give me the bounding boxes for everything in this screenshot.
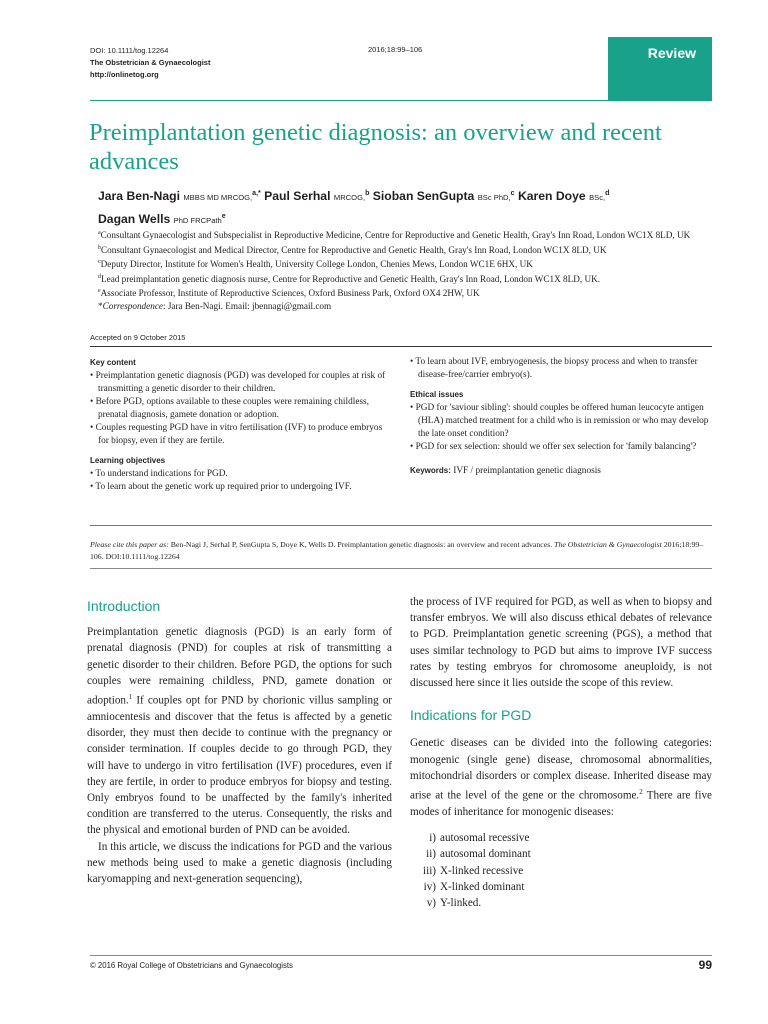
left-column (87, 598, 392, 887)
author-list (98, 184, 718, 230)
accepted-date: Accepted on 9 October 2015 (90, 333, 186, 342)
list-item: v) Y-linked. (426, 896, 482, 909)
key-content-heading: Key content (90, 358, 136, 367)
list-item: • Before PGD, options available to these couples were remaining childless, prenatal diagnosis, gamete donation or adoption. (90, 396, 390, 422)
doi: DOI: 10.1111/tog.12264 (90, 46, 169, 55)
author: Jara Ben-Nagi MBBS MD MRCOG,$^{a,*}$ (98, 189, 261, 204)
affiliation: $^b$Consultant Gynaecologist and Medical Director, Centre for Reproductive and Genetic Health, Gray's Inn Road, London WC1X 8LD, UK (98, 244, 607, 255)
keywords: Keywords: IVF / preimplantation genetic diagnosis (410, 466, 601, 476)
paragraph: Preimplantation genetic diagnosis (PGD) is an early form of prenatal diagnosis (PND) for couples at risk of transmitting a genetic disorder to their children. Before PGD, the options for such couples were remaining childless, PND, gamete donation or adoption.$^1$ If couples opt for PND by chorionic villus sampling or amniocentesis and discover that the fetus is affected by a genetic disorder, they must then decide to continue with the pregnancy or consider termination. If couples decide to go through PGD, they will have to undergo in vitro fertilisation (IVF) procedures, even if they are fertile, in order to produce embryos for biopsy and testing. Only embryos found to be unaffected by the family's inherited condition are transferred to the uterus. Consequently, the risks and the physical and emotional burden of PND can be avoided. (87, 626, 392, 837)
author: Karen Doye BSc,$^d$ (517, 189, 610, 204)
affiliation: $^c$Deputy Director, Institute for Women's Health, University College London, Chenies Mews, London WC1E 6HX, UK (98, 259, 533, 270)
list-item: • Couples requesting PGD have in vitro fertilisation (IVF) to produce embryos for biopsy, even if they are fertile. (90, 422, 390, 448)
section-heading-indications: Indications for PGD (410, 707, 532, 724)
list-item: • To learn about IVF, embryogenesis, the biopsy process and when to transfer disease-free/carrier embryo(s). (410, 356, 712, 382)
right-column (410, 594, 712, 911)
page-number: 99 (698, 958, 712, 972)
section-tab: Review (608, 37, 712, 100)
box-bottom-rule (90, 525, 712, 526)
affiliations (98, 227, 712, 312)
key-content-box-right (410, 356, 712, 478)
journal-url[interactable]: http://onlinetog.org (90, 70, 159, 79)
list-item: • Preimplantation genetic diagnosis (PGD) was developed for couples at risk of transmitting a genetic disorder to their children. (90, 370, 390, 396)
divider (90, 346, 712, 347)
list-item: • PGD for sex selection: should we offer sex selection for 'family balancing'? (410, 441, 712, 454)
list-item: i) autosomal recessive (429, 832, 530, 845)
article-title: Preimplantation genetic diagnosis: an overview and recent advances (89, 119, 662, 175)
section-heading-introduction: Introduction (87, 598, 161, 614)
author: Sioban SenGupta BSc PhD,$^c$ (372, 189, 515, 204)
ethical-issues-heading: Ethical issues (410, 390, 464, 399)
paragraph: the process of IVF required for PGD, as well as when to biopsy and transfer embryos. We will also discuss ethical debates of relevance to PGD. Preimplantation genetic screening (PGS), a method that uses similar technology to PGD but aims to improve IVF success rates by testing embryos for chromosome aneuploidy, is not discussed here since it lies outside the scope of this review. (410, 596, 712, 690)
affiliation: $^e$Associate Professor, Institute of Reproductive Sciences, Oxford Business Park, Oxford OX4 2HW, UK (98, 288, 480, 299)
paragraph: In this article, we discuss the indications for PGD and the various new methods being used to make a genetic diagnosis (including karyomapping and next-generation sequencing), (87, 840, 392, 885)
affiliation: $^d$Lead preimplantation genetic diagnosis nurse, Centre for Reproductive and Genetic Health, Gray's Inn Road, London WC1X 8LD, UK. (98, 273, 601, 284)
header-meta (90, 45, 210, 81)
learning-objectives-heading: Learning objectives (90, 456, 166, 465)
header-rule (90, 100, 712, 101)
list-item: • PGD for 'saviour sibling': should couples be offered human leucocyte antigen (HLA) matched treatment for a child who is in remission or who may develop the late onset condition? (410, 402, 712, 441)
journal-name: The Obstetrician & Gynaecologist (90, 58, 211, 67)
issue-info: 2016;18:99–106 (368, 45, 423, 54)
affiliation: $^a$Consultant Gynaecologist and Subspecialist in Reproductive Medicine, Centre for Reproductive and Genetic Health, Gray's Inn Road, London WC1X 8LD, UK (98, 230, 691, 241)
list-item: iii) X-linked recessive (423, 864, 524, 877)
footer-rule (90, 955, 712, 956)
paragraph: Genetic diseases can be divided into the following categories: monogenic (single gene) disease, chromosomal abnormalities, mitochondrial disorders or complex disease. Inherited disease may arise at the level of the gene or the chromosome.$^2$ There are five modes of inheritance for monogenic diseases: (410, 737, 712, 818)
copyright: © 2016 Royal College of Obstetricians and Gynaecologists (90, 961, 293, 970)
list-item: • To understand indications for PGD. (90, 468, 390, 481)
list-item: • To learn about the genetic work up required prior to undergoing IVF. (90, 481, 390, 494)
citation: Please cite this paper as: Ben-Nagi J, Serhal P, SenGupta S, Doye K, Wells D. Preimplantation genetic diagnosis: an overview and recent advances. The Obstetrician & Gynaecologist 2016;18:99–106. DOI:10.1111/tog.12264 (90, 540, 704, 561)
correspondence: *Correspondence: Jara Ben-Nagi. Email: jbennagi@gmail.com (98, 300, 332, 311)
list-item: iv) X-linked dominant (423, 880, 525, 893)
inheritance-modes-list (410, 830, 712, 911)
list-item: ii) autosomal dominant (426, 848, 531, 861)
author: Paul Serhal MRCOG,$^b$ (264, 189, 370, 204)
divider (90, 568, 712, 569)
key-content-box (90, 356, 390, 494)
author: Dagan Wells PhD FRCPath$^e$ (98, 212, 226, 227)
